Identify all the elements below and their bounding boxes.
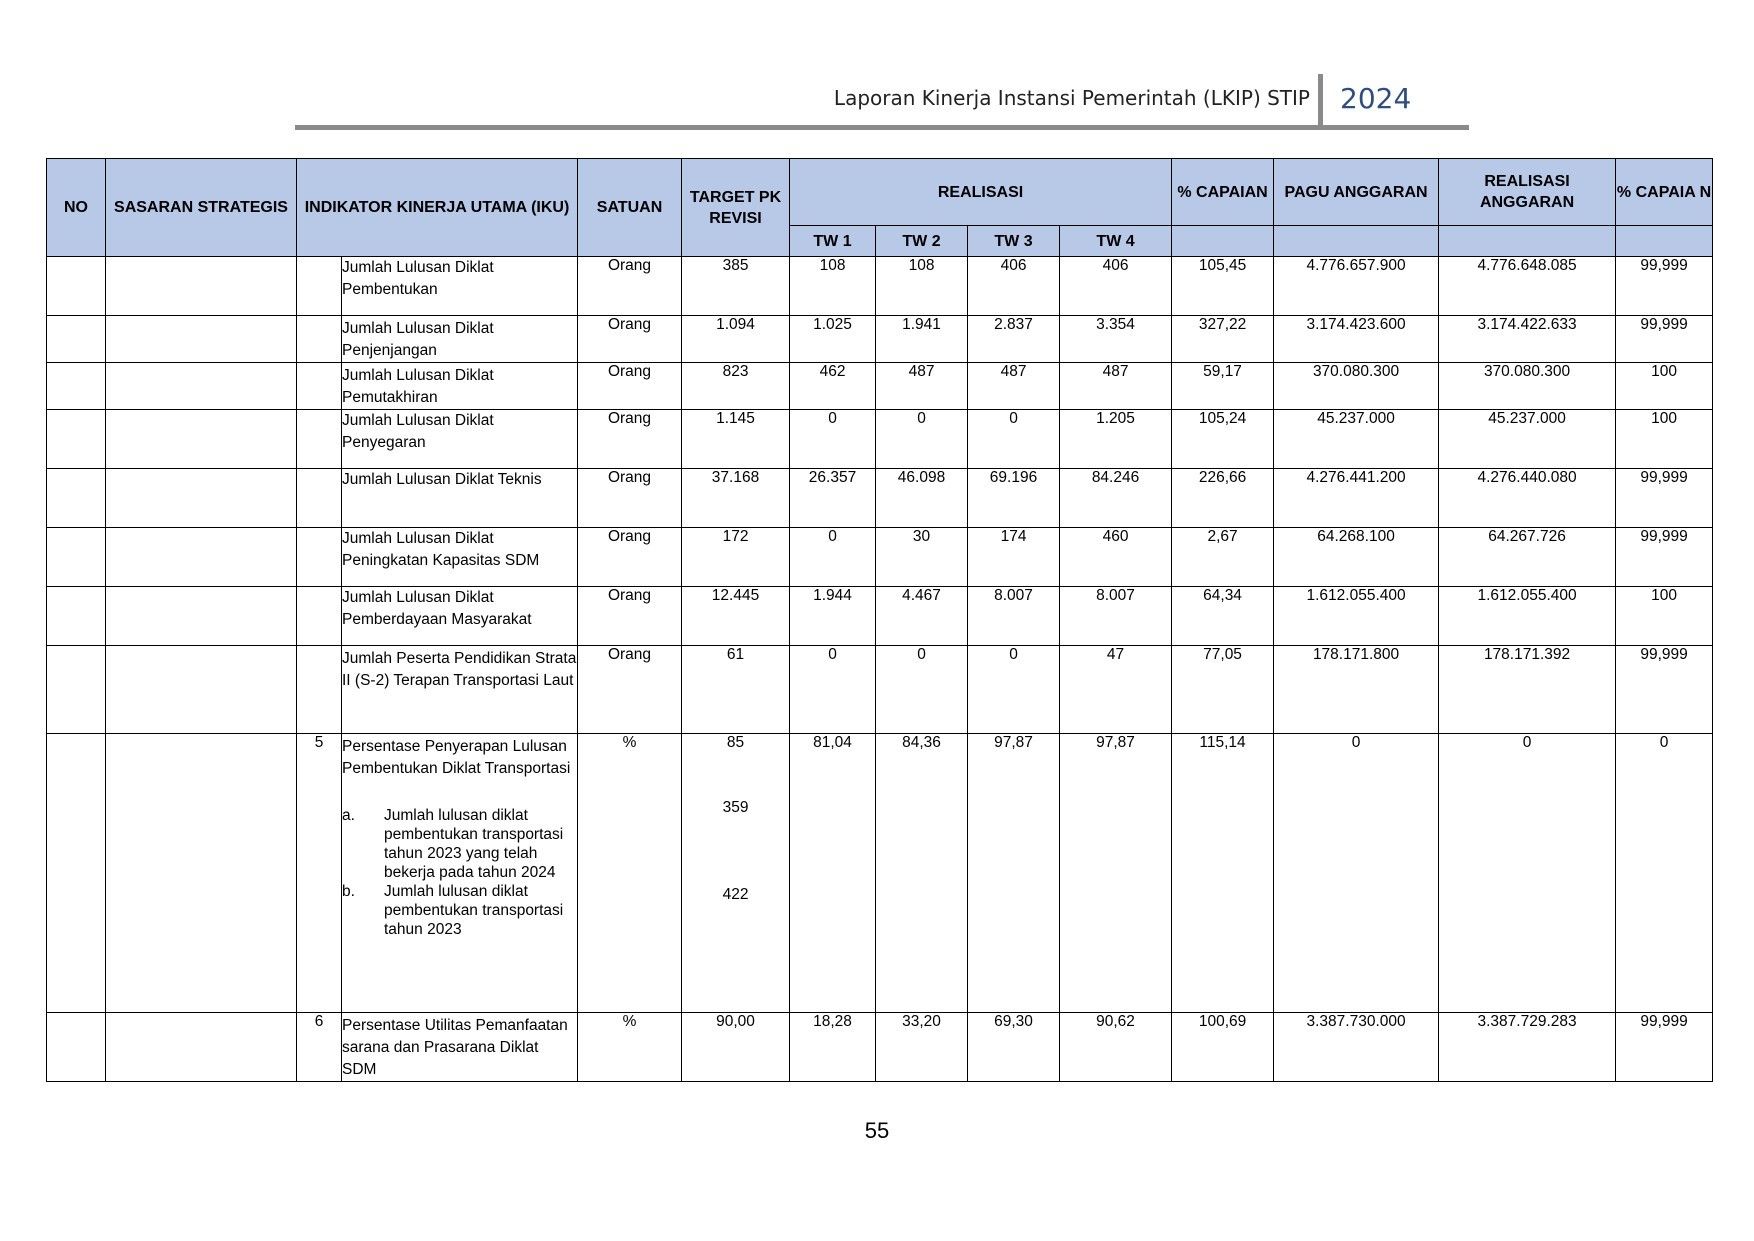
target-value: 85: [726, 734, 745, 751]
cell-indicator: Jumlah Lulusan Diklat Peningkatan Kapasitas SDM: [342, 528, 578, 587]
cell-indicator: Jumlah Lulusan Diklat Pemutakhiran: [342, 363, 578, 410]
cell-capaian: 2,67: [1172, 528, 1274, 587]
cell-tw1: 0: [790, 528, 876, 587]
cell-capaian-anggaran: 100: [1616, 587, 1713, 646]
sub-item-letter: a.: [342, 807, 355, 824]
cell-satuan: Orang: [578, 646, 682, 734]
cell-pagu: 3.387.730.000: [1274, 1013, 1439, 1082]
cell-tw2: 108: [876, 257, 968, 316]
col-header-capaian: % CAPAIAN: [1172, 159, 1274, 226]
col-header-realisasi-anggaran: REALISASI ANGGARAN: [1439, 159, 1616, 226]
cell-tw2: 0: [876, 410, 968, 469]
cell-tw1: 1.025: [790, 316, 876, 363]
cell-capaian-anggaran: 0: [1616, 734, 1713, 1013]
cell-indicator: Jumlah Lulusan Diklat Penyegaran: [342, 410, 578, 469]
cell-capaian-anggaran: 99,999: [1616, 316, 1713, 363]
cell-pagu: 3.174.423.600: [1274, 316, 1439, 363]
col-header-pagu: PAGU ANGGARAN: [1274, 159, 1439, 226]
cell-indicator: Jumlah Peserta Pendidikan Strata II (S-2) Terapan Transportasi Laut: [342, 646, 578, 734]
cell-capaian-anggaran: 100: [1616, 410, 1713, 469]
cell-realisasi-anggaran: 4.276.440.080: [1439, 469, 1616, 528]
cell-indicator: [342, 734, 578, 1013]
col-header-satuan: SATUAN: [578, 159, 682, 257]
col-header-tw2: TW 2: [876, 226, 968, 257]
cell-tw3: 406: [968, 257, 1060, 316]
cell-tw2: 84,36: [876, 734, 968, 1013]
page-number: 55: [864, 1118, 890, 1143]
cell-tw2: 33,20: [876, 1013, 968, 1082]
cell-realisasi-anggaran: 0: [1439, 734, 1616, 1013]
cell-iku-number: [297, 646, 342, 734]
target-sub-a: 359: [722, 799, 749, 816]
header-divider-vertical: [1318, 74, 1323, 128]
cell-tw4: 487: [1060, 363, 1172, 410]
cell-capaian-anggaran: 99,999: [1616, 1013, 1713, 1082]
cell-tw4: 8.007: [1060, 587, 1172, 646]
cell-satuan: Orang: [578, 528, 682, 587]
cell-capaian-anggaran: 99,999: [1616, 257, 1713, 316]
cell-tw2: 487: [876, 363, 968, 410]
cell-no: [47, 363, 106, 410]
cell-no: [47, 587, 106, 646]
cell-capaian-anggaran: 99,999: [1616, 646, 1713, 734]
cell-indicator: Jumlah Lulusan Diklat Penjenjangan: [342, 316, 578, 363]
cell-no: [47, 734, 106, 1013]
performance-table: [46, 158, 1713, 1082]
cell-tw4: 460: [1060, 528, 1172, 587]
cell-capaian: 105,24: [1172, 410, 1274, 469]
cell-tw4: 1.205: [1060, 410, 1172, 469]
cell-capaian: 105,45: [1172, 257, 1274, 316]
col-header-realisasi: REALISASI: [790, 159, 1172, 226]
cell-pagu: 64.268.100: [1274, 528, 1439, 587]
cell-no: [47, 528, 106, 587]
cell-tw1: 0: [790, 646, 876, 734]
col-header-sasaran: SASARAN STRATEGIS: [106, 159, 297, 257]
cell-satuan: %: [578, 1013, 682, 1082]
cell-tw2: 4.467: [876, 587, 968, 646]
table-row: [47, 734, 1713, 1013]
cell-sasaran: [106, 587, 297, 646]
cell-sasaran: [106, 363, 297, 410]
sub-item-letter: b.: [342, 883, 355, 900]
cell-satuan: Orang: [578, 363, 682, 410]
col-header-no: NO: [47, 159, 106, 257]
cell-realisasi-anggaran: 3.387.729.283: [1439, 1013, 1616, 1082]
cell-pagu: 4.776.657.900: [1274, 257, 1439, 316]
cell-tw4: 47: [1060, 646, 1172, 734]
table-row: [47, 316, 1713, 363]
col-header-capaian-anggaran: % CAPAIA N: [1616, 159, 1713, 226]
cell-tw3: 69,30: [968, 1013, 1060, 1082]
cell-realisasi-anggaran: 3.174.422.633: [1439, 316, 1616, 363]
table-row: [47, 469, 1713, 528]
sub-item-b: [342, 882, 577, 939]
cell-tw3: 174: [968, 528, 1060, 587]
cell-satuan: Orang: [578, 587, 682, 646]
table-row: [47, 363, 1713, 410]
cell-target: 172: [682, 528, 790, 587]
col-header-target: TARGET PK REVISI: [682, 159, 790, 257]
col-header-capaian-blank: [1172, 226, 1274, 257]
cell-no: [47, 316, 106, 363]
cell-capaian: 59,17: [1172, 363, 1274, 410]
table-row: [47, 528, 1713, 587]
cell-iku-number: [297, 469, 342, 528]
col-header-iku: INDIKATOR KINERJA UTAMA (IKU): [297, 159, 578, 257]
cell-iku-number: [297, 528, 342, 587]
cell-tw1: 81,04: [790, 734, 876, 1013]
cell-tw4: 84.246: [1060, 469, 1172, 528]
cell-tw3: 487: [968, 363, 1060, 410]
cell-satuan: %: [578, 734, 682, 1013]
cell-capaian-anggaran: 99,999: [1616, 469, 1713, 528]
cell-no: [47, 1013, 106, 1082]
col-header-pagu-blank: [1274, 226, 1439, 257]
cell-target: 90,00: [682, 1013, 790, 1082]
cell-iku-number: [297, 587, 342, 646]
cell-target: 385: [682, 257, 790, 316]
cell-indicator: Jumlah Lulusan Diklat Pemberdayaan Masyarakat: [342, 587, 578, 646]
cell-sasaran: [106, 316, 297, 363]
cell-capaian: 327,22: [1172, 316, 1274, 363]
cell-tw4: 97,87: [1060, 734, 1172, 1013]
cell-no: [47, 646, 106, 734]
cell-indicator: Jumlah Lulusan Diklat Pembentukan: [342, 257, 578, 316]
cell-realisasi-anggaran: 1.612.055.400: [1439, 587, 1616, 646]
cell-pagu: 4.276.441.200: [1274, 469, 1439, 528]
cell-iku-number: [297, 363, 342, 410]
cell-tw2: 0: [876, 646, 968, 734]
table-row: [47, 1013, 1713, 1082]
cell-tw2: 1.941: [876, 316, 968, 363]
cell-tw3: 69.196: [968, 469, 1060, 528]
cell-iku-number: 6: [297, 1013, 342, 1082]
cell-no: [47, 410, 106, 469]
col-header-realisasi-anggaran-blank: [1439, 226, 1616, 257]
cell-realisasi-anggaran: 4.776.648.085: [1439, 257, 1616, 316]
cell-realisasi-anggaran: 45.237.000: [1439, 410, 1616, 469]
cell-target: 37.168: [682, 469, 790, 528]
cell-pagu: 178.171.800: [1274, 646, 1439, 734]
cell-sasaran: [106, 528, 297, 587]
cell-target: 61: [682, 646, 790, 734]
indicator-text: Persentase Penyerapan Lulusan Pembentukan Diklat Transportasi: [342, 738, 571, 777]
cell-indicator: Jumlah Lulusan Diklat Teknis: [342, 469, 578, 528]
cell-sasaran: [106, 469, 297, 528]
sub-item-text: Jumlah lulusan diklat pembentukan transportasi tahun 2023 yang telah bekerja pada tahun 2024: [384, 807, 564, 881]
cell-tw1: 18,28: [790, 1013, 876, 1082]
table-row: [47, 257, 1713, 316]
cell-sasaran: [106, 1013, 297, 1082]
cell-target: [682, 734, 790, 1013]
cell-iku-number: [297, 316, 342, 363]
cell-sasaran: [106, 646, 297, 734]
sub-item-a: [342, 806, 577, 882]
cell-target: 823: [682, 363, 790, 410]
table-row: [47, 410, 1713, 469]
sub-item-text: Jumlah lulusan diklat pembentukan transportasi tahun 2023: [384, 883, 564, 938]
cell-capaian: 115,14: [1172, 734, 1274, 1013]
col-header-tw1: TW 1: [790, 226, 876, 257]
cell-realisasi-anggaran: 370.080.300: [1439, 363, 1616, 410]
cell-capaian: 226,66: [1172, 469, 1274, 528]
cell-tw1: 26.357: [790, 469, 876, 528]
cell-pagu: 45.237.000: [1274, 410, 1439, 469]
cell-tw2: 46.098: [876, 469, 968, 528]
cell-tw3: 0: [968, 646, 1060, 734]
cell-satuan: Orang: [578, 316, 682, 363]
cell-no: [47, 257, 106, 316]
cell-pagu: 0: [1274, 734, 1439, 1013]
cell-tw1: 108: [790, 257, 876, 316]
cell-tw3: 97,87: [968, 734, 1060, 1013]
header-divider-horizontal: [295, 125, 1469, 130]
cell-realisasi-anggaran: 178.171.392: [1439, 646, 1616, 734]
cell-iku-number: [297, 257, 342, 316]
target-sub-b: 422: [722, 886, 749, 903]
table-row: [47, 587, 1713, 646]
cell-tw3: 2.837: [968, 316, 1060, 363]
cell-sasaran: [106, 410, 297, 469]
cell-tw4: 90,62: [1060, 1013, 1172, 1082]
indicator-sublist: [342, 806, 577, 939]
cell-sasaran: [106, 257, 297, 316]
cell-satuan: Orang: [578, 469, 682, 528]
cell-target: 1.145: [682, 410, 790, 469]
cell-capaian: 77,05: [1172, 646, 1274, 734]
col-header-capaian-anggaran-blank: [1616, 226, 1713, 257]
cell-no: [47, 469, 106, 528]
cell-capaian-anggaran: 100: [1616, 363, 1713, 410]
cell-target: 1.094: [682, 316, 790, 363]
cell-capaian: 64,34: [1172, 587, 1274, 646]
cell-realisasi-anggaran: 64.267.726: [1439, 528, 1616, 587]
cell-tw2: 30: [876, 528, 968, 587]
cell-tw3: 8.007: [968, 587, 1060, 646]
cell-tw1: 0: [790, 410, 876, 469]
cell-capaian: 100,69: [1172, 1013, 1274, 1082]
cell-sasaran: [106, 734, 297, 1013]
table-row: [47, 646, 1713, 734]
cell-iku-number: [297, 410, 342, 469]
report-title: Laporan Kinerja Instansi Pemerintah (LKIP) STIP: [833, 86, 1310, 110]
col-header-tw4: TW 4: [1060, 226, 1172, 257]
cell-pagu: 1.612.055.400: [1274, 587, 1439, 646]
cell-tw1: 1.944: [790, 587, 876, 646]
cell-tw3: 0: [968, 410, 1060, 469]
cell-tw1: 462: [790, 363, 876, 410]
cell-target: 12.445: [682, 587, 790, 646]
col-header-tw3: TW 3: [968, 226, 1060, 257]
cell-indicator: Persentase Utilitas Pemanfaatan sarana dan Prasarana Diklat SDM: [342, 1013, 578, 1082]
cell-pagu: 370.080.300: [1274, 363, 1439, 410]
cell-satuan: Orang: [578, 410, 682, 469]
cell-satuan: Orang: [578, 257, 682, 316]
cell-tw4: 406: [1060, 257, 1172, 316]
cell-capaian-anggaran: 99,999: [1616, 528, 1713, 587]
report-year: 2024: [1340, 82, 1412, 115]
cell-iku-number: 5: [297, 734, 342, 1013]
cell-tw4: 3.354: [1060, 316, 1172, 363]
